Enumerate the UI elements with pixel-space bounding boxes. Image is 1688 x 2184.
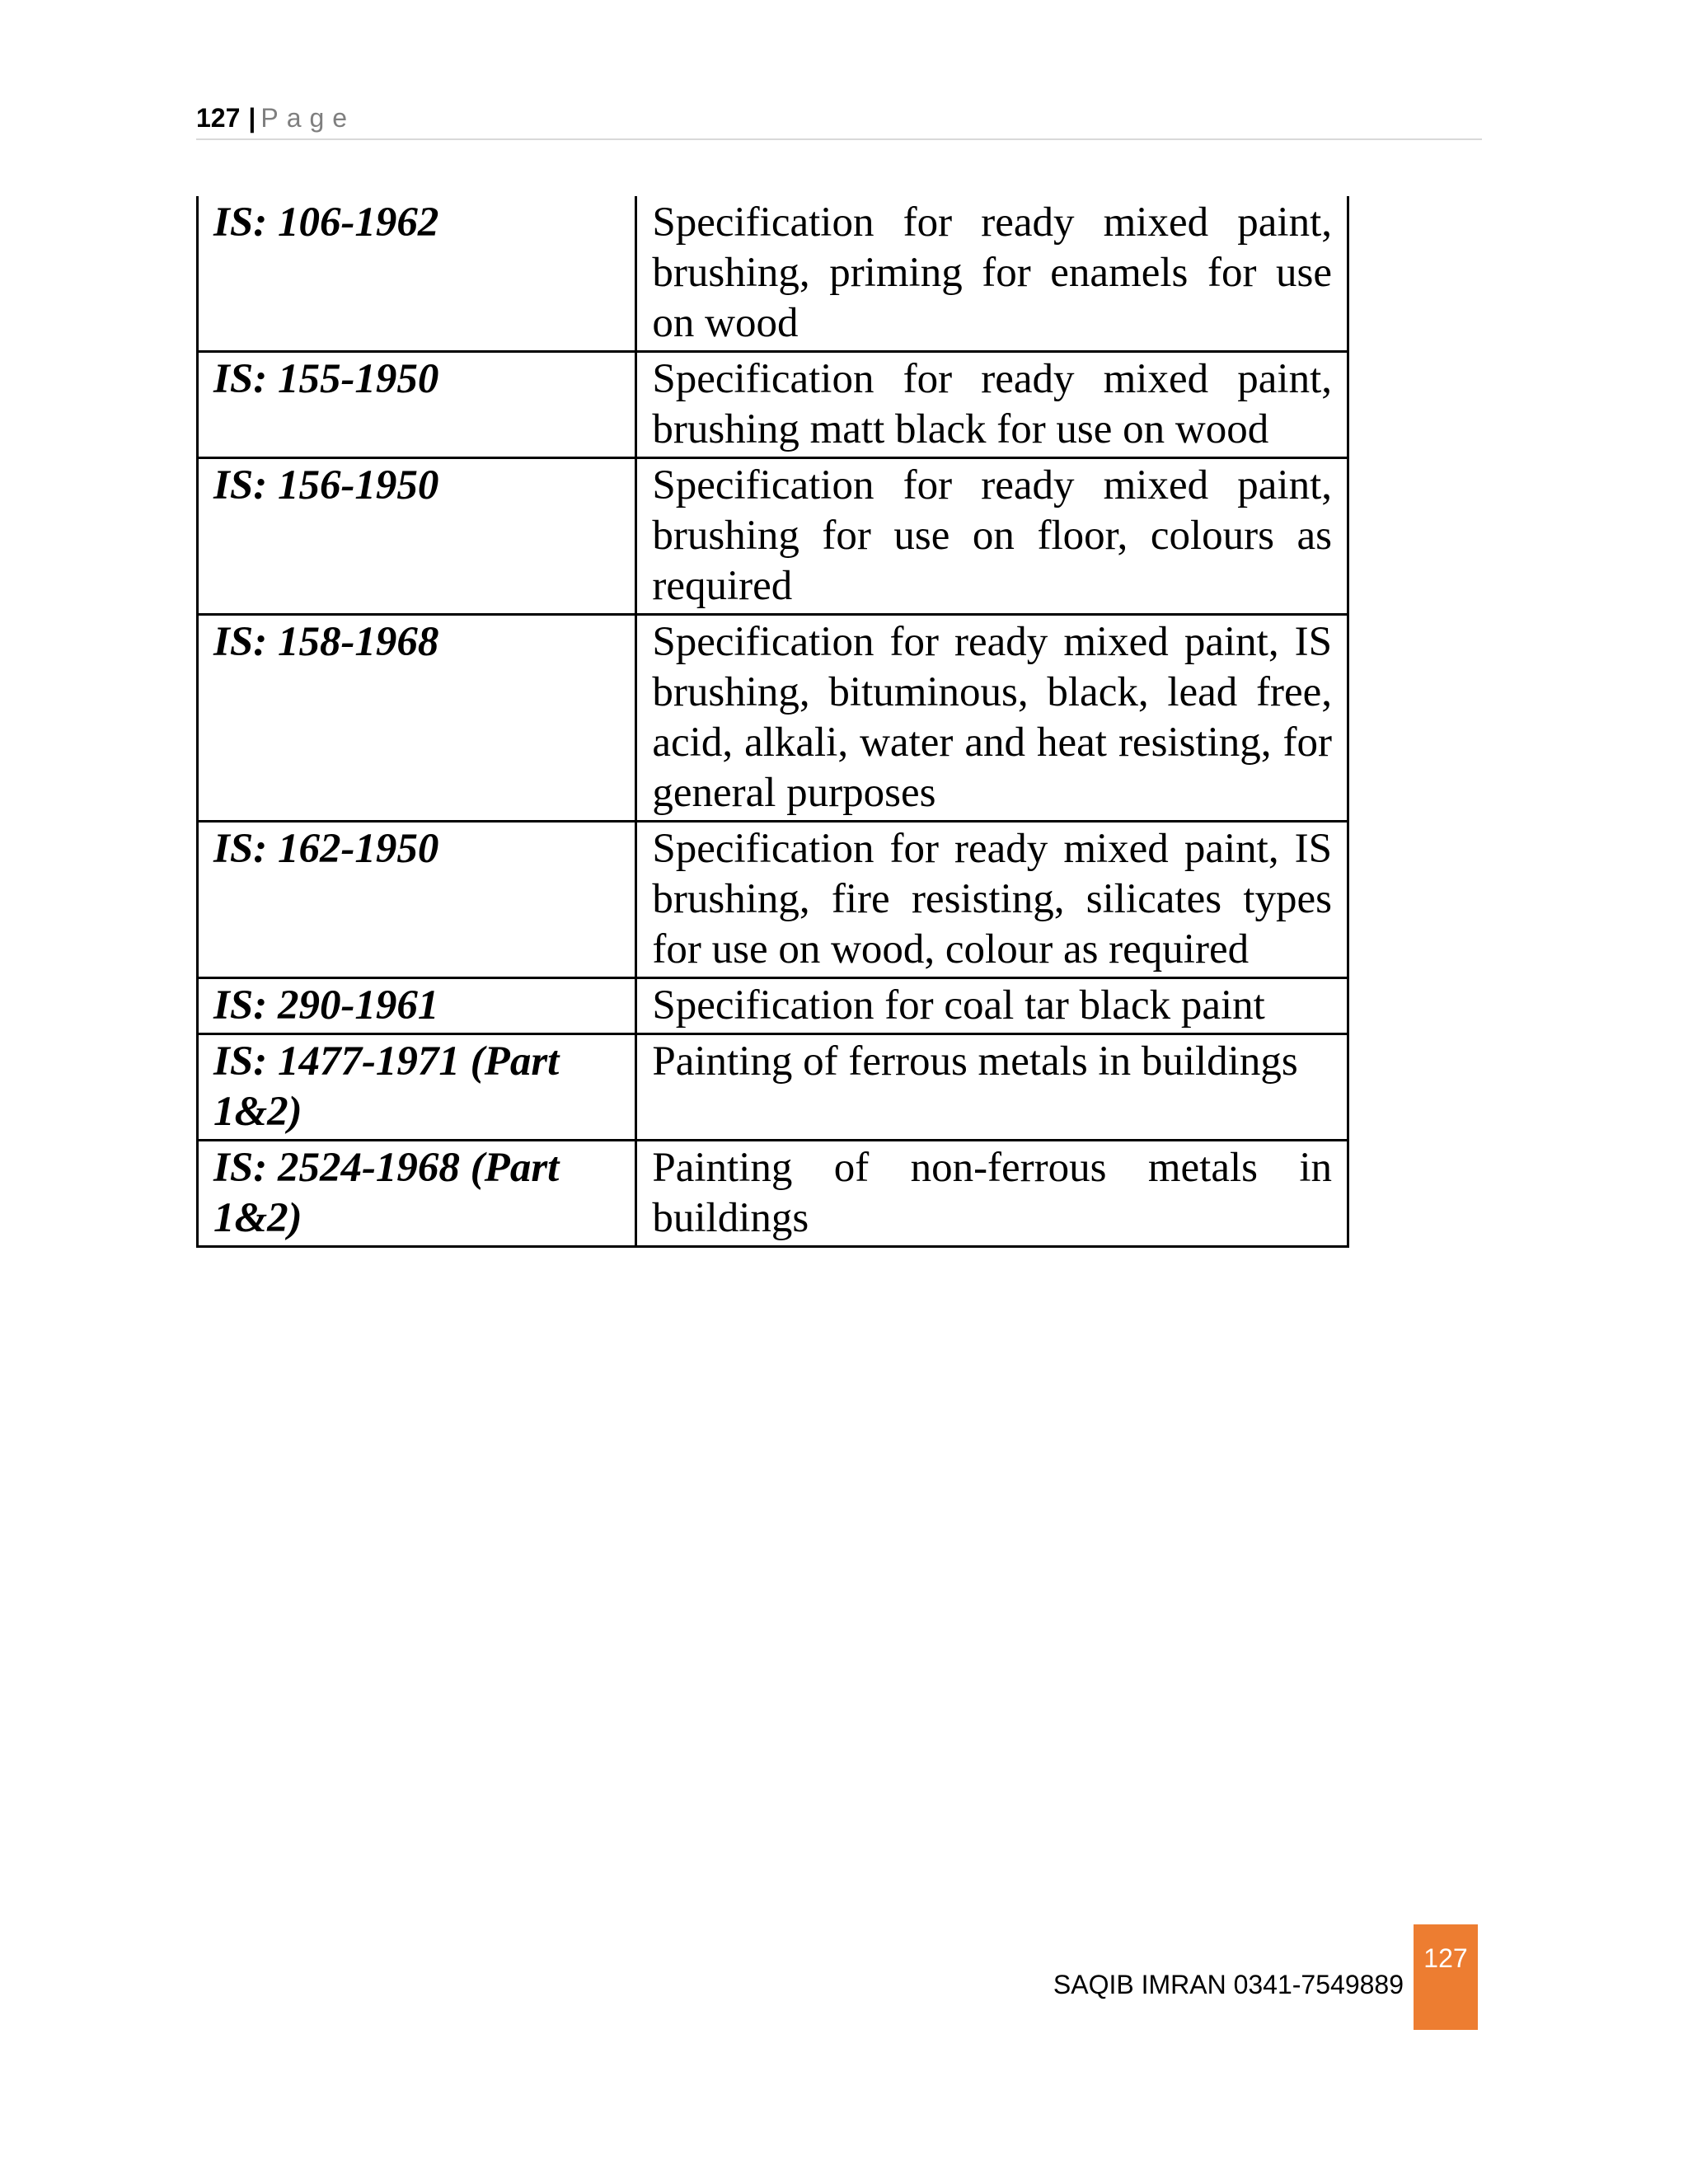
header-separator: |	[248, 103, 256, 133]
standard-code: IS: 2524-1968 (Part 1&2)	[198, 1141, 636, 1247]
standard-description: Specification for ready mixed paint, brushing for use on floor, colours as required	[636, 458, 1348, 615]
standard-description: Specification for coal tar black paint	[636, 978, 1348, 1034]
standard-code: IS: 156-1950	[198, 458, 636, 615]
standard-code: IS: 155-1950	[198, 352, 636, 458]
table-row	[198, 352, 1348, 458]
table-row	[198, 1034, 1348, 1141]
table-row	[198, 978, 1348, 1034]
standard-code: IS: 158-1968	[198, 615, 636, 822]
table-row	[198, 458, 1348, 615]
standard-code: IS: 1477-1971 (Part 1&2)	[198, 1034, 636, 1141]
header-page-number: 127	[196, 103, 241, 133]
table-row	[198, 615, 1348, 822]
standard-description: Specification for ready mixed paint, IS brushing, bituminous, black, lead free, acid, alkali, water and heat resisting, for general purposes	[636, 615, 1348, 822]
standard-description: Painting of non-ferrous metals in buildings	[636, 1141, 1348, 1247]
standard-code: IS: 106-1962	[198, 196, 636, 352]
table-row	[198, 1141, 1348, 1247]
standard-code: IS: 162-1950	[198, 822, 636, 978]
footer-page-badge: 127	[1414, 1924, 1478, 2030]
standard-description: Specification for ready mixed paint, brushing matt black for use on wood	[636, 352, 1348, 458]
standard-description: Painting of ferrous metals in buildings	[636, 1034, 1348, 1141]
standard-description: Specification for ready mixed paint, brushing, priming for enamels for use on wood	[636, 196, 1348, 352]
standard-code: IS: 290-1961	[198, 978, 636, 1034]
standard-description: Specification for ready mixed paint, IS brushing, fire resisting, silicates types for use on wood, colour as required	[636, 822, 1348, 978]
standards-table	[196, 196, 1349, 1248]
table-row	[198, 196, 1348, 352]
footer-author: SAQIB IMRAN 0341-7549889	[1053, 1970, 1404, 1999]
header-page-word: Page	[260, 103, 356, 133]
page-header	[196, 97, 1482, 140]
table-row	[198, 822, 1348, 978]
